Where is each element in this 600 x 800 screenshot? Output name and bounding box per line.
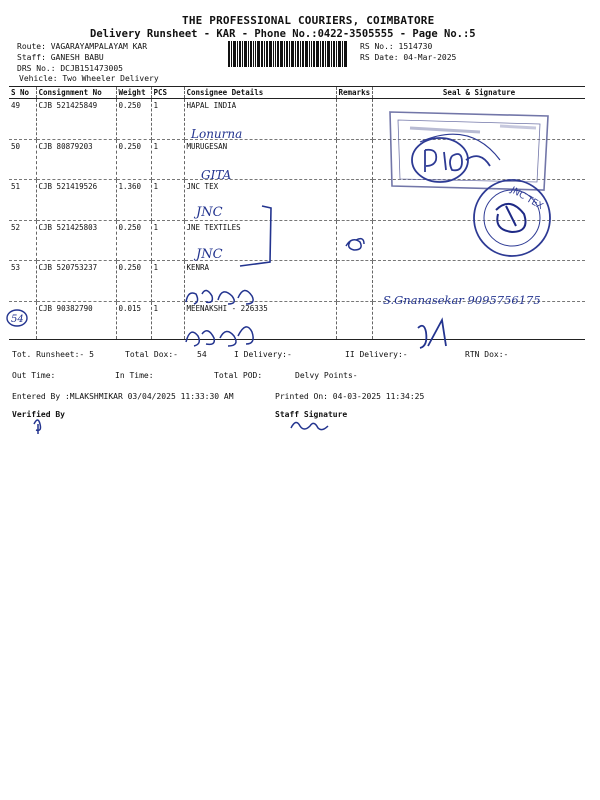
col-consignment: Consignment No — [36, 87, 116, 99]
cell-weight: 0.250 — [116, 99, 151, 140]
tot-runsheet: Tot. Runsheet:- 5 — [12, 350, 94, 359]
col-seal: Seal & Signature — [373, 87, 585, 99]
cell-consignee: HAPAL INDIA — [184, 99, 336, 140]
delvy-points: Delvy Points- — [295, 371, 358, 380]
col-weight: Weight — [116, 87, 151, 99]
total-pod: Total POD: — [214, 371, 263, 380]
drs-label: DRS No.: — [17, 64, 56, 73]
cell-consignment: CJB 80879203 — [36, 139, 116, 180]
handwriting-row53-signature — [186, 290, 253, 304]
col-sno: S No — [9, 87, 36, 99]
staff-signature-label: Staff Signature — [275, 410, 348, 419]
rs-date-value: 04-Mar-2025 — [403, 53, 457, 62]
staff-label: Staff: — [17, 53, 46, 62]
handwriting-row50: GITA — [201, 168, 232, 182]
runsheet-subtitle: Delivery Runsheet - KAR - Phone No.:0422-3505555 - Page No.:5 — [90, 28, 476, 40]
stamp-text: JNC TEX — [508, 185, 545, 212]
cell-consignment: CJB 521419526 — [36, 180, 116, 221]
cell-weight: 1.360 — [116, 180, 151, 221]
handwriting-row51: JNC — [196, 205, 223, 220]
cell-consignee: JNC TEX — [184, 180, 336, 221]
col-pcs: PCS — [151, 87, 184, 99]
in-time: In Time: — [115, 371, 154, 380]
total-dox: Total Dox:- — [125, 350, 178, 359]
remark-mark — [346, 239, 364, 250]
handwriting-row54-signature — [186, 327, 253, 346]
cell-sno: 53 — [9, 261, 36, 302]
handwritten-bracket — [240, 206, 271, 266]
verified-by-label: Verified By — [12, 410, 65, 419]
cell-pcs: 1 — [151, 99, 184, 140]
handwriting-row52: JNC — [196, 247, 223, 262]
verified-signature — [34, 420, 41, 434]
cell-consignment: CJB 90382790 — [36, 301, 116, 339]
cell-pcs: 1 — [151, 180, 184, 221]
cell-pcs: 1 — [151, 139, 184, 180]
rtn-dox: RTN Dox:- — [465, 350, 509, 359]
cell-weight: 0.250 — [116, 261, 151, 302]
seal-signature-row54 — [418, 320, 446, 348]
route-value: VAGARAYAMPALAYAM KAR — [50, 42, 148, 51]
entered-by: Entered By :MLAKSHMIKAR 03/04/2025 11:33:30 AM — [12, 392, 234, 401]
cell-sno: 52 — [9, 220, 36, 261]
cell-consignment: CJB 521425803 — [36, 220, 116, 261]
ii-delivery: II Delivery:- — [345, 350, 408, 359]
col-consignee: Consignee Details — [184, 87, 336, 99]
rs-no-label: RS No.: — [360, 42, 394, 51]
cell-pcs: 1 — [151, 220, 184, 261]
cell-weight: 0.250 — [116, 139, 151, 180]
cell-weight: 0.250 — [116, 220, 151, 261]
cell-consignee: MURUGESAN — [184, 139, 336, 180]
cell-consignee: KENRA — [184, 261, 336, 302]
rs-no-value: 1514730 — [398, 42, 433, 51]
cell-consignment: CJB 520753237 — [36, 261, 116, 302]
staff-value: GANESH BABU — [50, 53, 104, 62]
out-time: Out Time: — [12, 371, 56, 380]
cell-sno: 49 — [9, 99, 36, 140]
rs-date-label: RS Date: — [360, 53, 399, 62]
col-remarks: Remarks — [336, 87, 373, 99]
route-label: Route: — [17, 42, 46, 51]
cell-sno: 50 — [9, 139, 36, 180]
cell-consignee: JNE TEXTILES — [184, 220, 336, 261]
handwriting-row49: Lonurna — [191, 127, 243, 141]
cell-sno: 51 — [9, 180, 36, 221]
total-dox-value: 54 — [197, 350, 207, 359]
staff-signature-scribble — [291, 422, 328, 429]
cell-pcs: 1 — [151, 301, 184, 339]
vehicle-line: Vehicle: Two Wheeler Delivery — [19, 74, 159, 83]
handwriting-row54-sno: 54 — [11, 314, 24, 325]
drs-value: DCJB151473005 — [60, 64, 123, 73]
handwriting-row53-remark: S.Gnanasekar 9095756175 — [383, 293, 541, 307]
i-delivery: I Delivery:- — [234, 350, 292, 359]
printed-on: Printed On: 04-03-2025 11:34:25 — [275, 392, 425, 401]
cell-weight: 0.015 — [116, 301, 151, 339]
cell-consignment: CJB 521425849 — [36, 99, 116, 140]
circular-stamp — [412, 134, 500, 182]
cell-pcs: 1 — [151, 261, 184, 302]
company-title: THE PROFESSIONAL COURIERS, COIMBATORE — [182, 14, 435, 27]
cell-consignee: MEENAKSHI - 226335 — [184, 301, 336, 339]
jnc-tex-stamp — [474, 180, 550, 256]
